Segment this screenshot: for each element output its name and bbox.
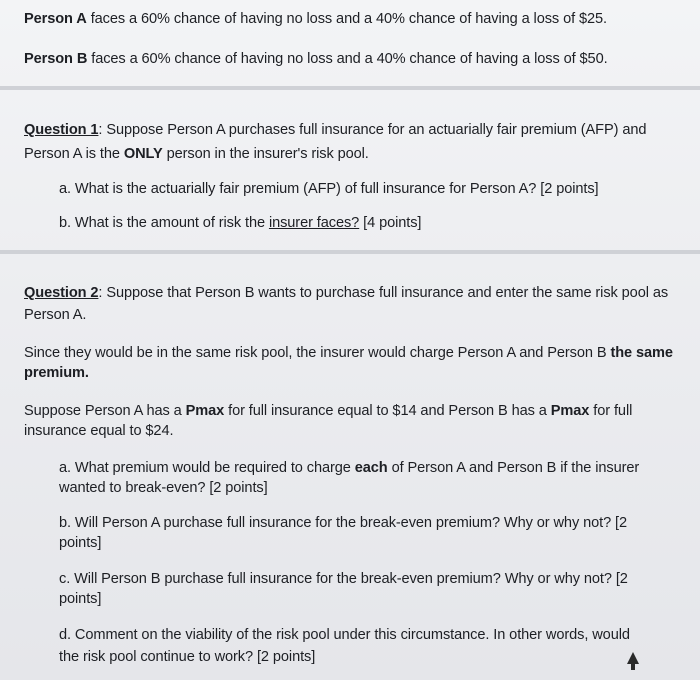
question-2-line-2: Person A. <box>24 307 87 323</box>
pmax-line-2: insurance equal to $24. <box>24 423 174 439</box>
same-premium-emphasis: the same <box>610 345 673 361</box>
question-1b-pre: b. What is the amount of risk the <box>59 215 269 231</box>
question-2b-line-2: points] <box>59 535 102 551</box>
person-b-name: Person B <box>24 51 88 67</box>
question-1-text-pre: Person A is the <box>24 146 124 162</box>
question-2-text: : Suppose that Person B wants to purchase full insurance and enter the same risk pool as <box>98 285 669 301</box>
same-pool-line-1 <box>24 344 673 362</box>
person-b-text: faces a 60% chance of having no loss and a 40% chance of having a loss of $50. <box>87 51 608 67</box>
insurer-faces-link: insurer faces? <box>268 215 360 231</box>
same-pool-text: Since they would be in the same risk pool, the insurer would charge Person A and Person B <box>24 345 611 361</box>
question-2a-pre: a. What premium would be required to charge <box>59 460 355 476</box>
pmax-line-1 <box>24 402 632 420</box>
pmax-text-mid: for full insurance equal to $14 and Person B has a <box>224 403 551 419</box>
question-1b-post: [4 points] <box>359 215 422 231</box>
question-1b <box>59 214 421 232</box>
question-1-text-post: person in the insurer's risk pool. <box>162 146 369 162</box>
question-2a-line-2: wanted to break-even? [2 points] <box>59 480 268 496</box>
person-a-text: faces a 60% chance of having no loss and a 40% chance of having a loss of $25. <box>86 11 607 27</box>
question-2-label: Question 2 <box>24 285 99 301</box>
section-divider-2 <box>0 250 700 254</box>
section-divider <box>0 86 700 90</box>
pmax-b: Pmax <box>550 403 590 419</box>
question-2c-line-2: points] <box>59 591 102 607</box>
question-2d-line-2: the risk pool continue to work? [2 points] <box>59 649 316 665</box>
question-2d-line-1: d. Comment on the viability of the risk pool under this circumstance. In other words, would <box>59 627 630 643</box>
question-2a-post: of Person A and Person B if the insurer <box>387 460 640 476</box>
pmax-text-post: for full <box>589 403 633 419</box>
question-2a-line-1 <box>59 459 639 477</box>
question-1-line-2 <box>24 145 369 163</box>
pmax-a: Pmax <box>185 403 225 419</box>
question-1-text: : Suppose Person A purchases full insurance for an actuarially fair premium (AFP) and <box>98 122 647 138</box>
question-1-label: Question 1 <box>24 122 99 138</box>
person-a-name: Person A <box>24 11 87 27</box>
mouse-cursor-tail <box>631 662 635 670</box>
question-1a: a. What is the actuarially fair premium (AFP) of full insurance for Person A? [2 points] <box>59 181 599 197</box>
person-b-statement <box>24 50 608 68</box>
question-2-line-1 <box>24 284 668 302</box>
each-emphasis: each <box>354 460 388 476</box>
question-2c-line-1: c. Will Person B purchase full insurance for the break-even premium? Why or why not? [2 <box>59 571 628 587</box>
question-2b-line-1: b. Will Person A purchase full insurance for the break-even premium? Why or why not? [2 <box>59 515 628 531</box>
same-pool-line-2: premium. <box>24 365 89 381</box>
only-emphasis: ONLY <box>123 146 163 162</box>
question-1-line-1 <box>24 121 646 139</box>
pmax-text-pre: Suppose Person A has a <box>24 403 186 419</box>
person-a-statement <box>24 10 607 28</box>
